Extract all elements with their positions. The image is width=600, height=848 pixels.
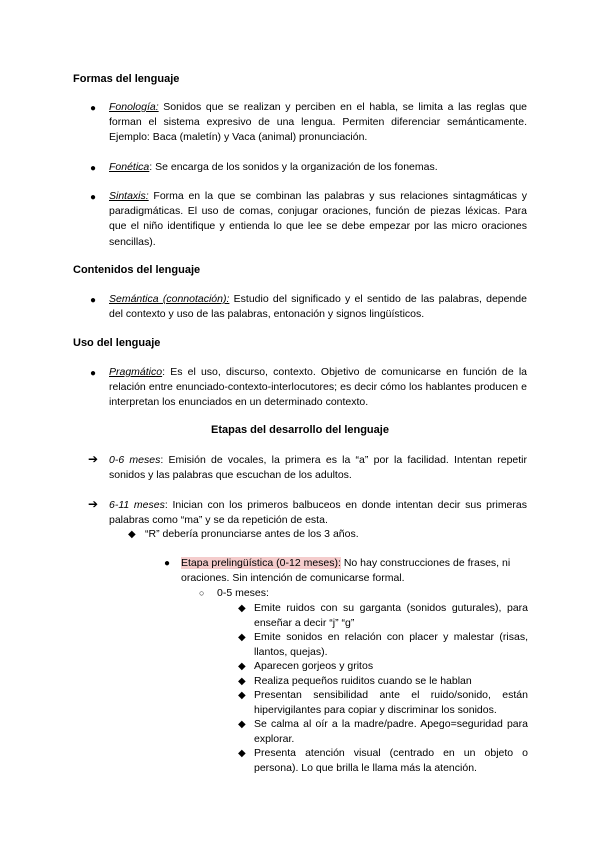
arrow-icon: ➔ xyxy=(88,497,99,511)
diamond-icon: ◆ xyxy=(238,603,246,614)
label-6-11-meses: 6-11 meses xyxy=(109,499,165,511)
term-fonetica: Fonética xyxy=(109,161,150,173)
bullet-icon: ● xyxy=(90,192,97,203)
bullet-icon: ● xyxy=(90,295,97,306)
circle-bullet-icon: ○ xyxy=(199,588,205,598)
item-fonetica xyxy=(109,160,527,175)
bullet-icon: ● xyxy=(90,163,97,174)
heading-uso: Uso del lenguaje xyxy=(73,337,161,349)
label-0-6-meses: 0-6 meses xyxy=(109,454,161,466)
sub-item: Presenta atención visual (centrado en un objeto o persona). Lo que brilla le llama más la atención. xyxy=(254,747,528,775)
item-r-note: “R” debería pronunciarse antes de los 3 años. xyxy=(145,528,359,540)
item-sintaxis-text: Forma en la que se combinan las palabras y sus relaciones sintagmáticas y paradigmáticas. El uso de comas, conjugar oraciones, función de piezas léxicas. Para que el niño identifique y entienda lo que lee se debe empezar por las micro oraciones sencillas). xyxy=(109,190,527,248)
item-fonetica-text: : Se encarga de los sonidos y la organización de los fonemas. xyxy=(149,161,438,173)
term-pragmatico: Pragmático xyxy=(109,366,163,378)
item-semantica xyxy=(109,292,527,322)
sub-item: Presentan sensibilidad ante el ruido/sonido, están hipervigilantes para copiar y discriminar los sonidos. xyxy=(254,689,528,717)
item-sintaxis xyxy=(109,189,527,250)
sub-item: Emite ruidos con su garganta (sonidos guturales), para enseñar a decir “j” “g” xyxy=(254,602,528,630)
bullet-icon: ● xyxy=(164,558,171,569)
highlight-prelinguistica: Etapa prelingüística (0-12 meses): xyxy=(181,557,341,569)
sub-item: Emite sonidos en relación con placer y malestar (risas, llantos, quejas). xyxy=(254,631,528,659)
heading-contenidos: Contenidos del lenguaje xyxy=(73,264,201,276)
item-0-6-meses xyxy=(109,453,527,483)
item-prelinguistica-text: No hay construcciones de frases, ni oraciones. Sin intención de comunicarse formal. xyxy=(181,557,511,585)
term-fonologia: Fonología: xyxy=(109,101,159,113)
item-6-11-meses xyxy=(109,498,527,528)
diamond-icon: ◆ xyxy=(128,529,136,540)
title-etapas: Etapas del desarrollo del lenguaje xyxy=(211,424,389,436)
arrow-icon: ➔ xyxy=(88,452,99,466)
diamond-icon: ◆ xyxy=(238,690,246,701)
sub-label-0-5-meses: 0-5 meses: xyxy=(217,587,269,599)
item-semantica-text: Estudio del significado y el sentido de las palabras, depende del contexto y uso de las palabras, entonación y signos lingüísticos. xyxy=(109,293,527,321)
diamond-icon: ◆ xyxy=(238,748,246,759)
sub-item: Aparecen gorjeos y gritos xyxy=(254,660,374,672)
item-fonologia xyxy=(109,100,527,146)
diamond-icon: ◆ xyxy=(238,632,246,643)
bullet-icon: ● xyxy=(90,368,97,379)
term-semantica: Semántica (connotación): xyxy=(109,293,230,305)
item-0-6-meses-text: : Emisión de vocales, la primera es la “a” por la facilidad. Intentan repetir sonidos y las palabras que escuchan de los adultos. xyxy=(109,454,527,482)
bullet-icon: ● xyxy=(90,103,97,114)
item-pragmatico-text: : Es el uso, discurso, contexto. Objetivo de comunicarse en función de la relación entre enunciado-contexto-interlocutores; es decir cómo los hablantes producen e interpretan los enunciados en un determinado contexto. xyxy=(109,366,527,409)
item-fonologia-text: Sonidos que se realizan y perciben en el habla, se limita a las reglas que forman el sistema expresivo de una lengua. Permiten diferenciar semánticamente. Ejemplo: Baca (maletín) y Vaca (animal) pronunciación. xyxy=(109,101,527,144)
diamond-icon: ◆ xyxy=(238,661,246,672)
item-6-11-meses-text: : Inician con los primeros balbuceos en donde intentan decir sus primeras palabras como “ma” y se da repetición de esta. xyxy=(109,499,527,527)
diamond-icon: ◆ xyxy=(238,676,246,687)
heading-formas: Formas del lenguaje xyxy=(73,73,180,85)
term-sintaxis: Sintaxis: xyxy=(109,190,149,202)
diamond-icon: ◆ xyxy=(238,719,246,730)
item-pragmatico xyxy=(109,365,527,411)
sub-item: Se calma al oír a la madre/padre. Apego=seguridad para explorar. xyxy=(254,718,528,746)
item-prelinguistica xyxy=(181,556,531,586)
sub-item: Realiza pequeños ruiditos cuando se le hablan xyxy=(254,675,472,687)
